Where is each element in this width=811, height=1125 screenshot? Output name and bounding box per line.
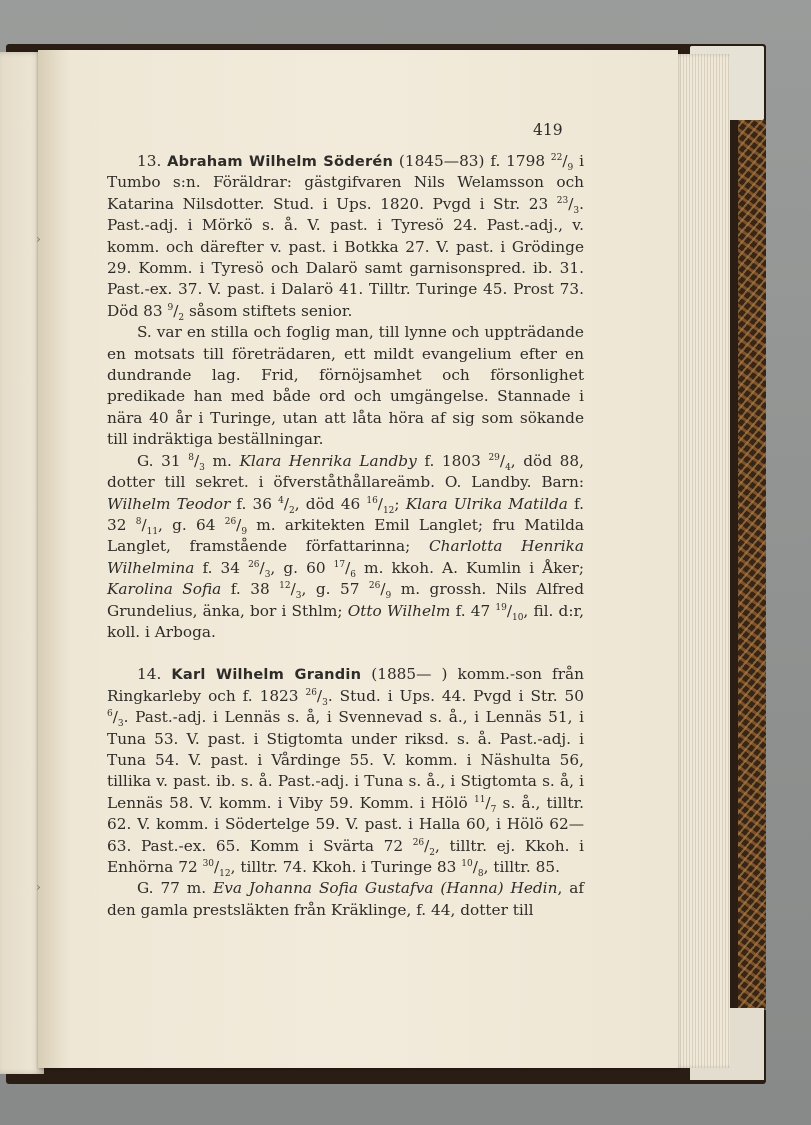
italic-name: Otto Wilhelm	[347, 601, 451, 620]
italic-name: Charlotta Henrika Wilhelmina	[107, 537, 584, 577]
page-number: 419	[533, 121, 563, 139]
entry-paragraph: 13. Abraham Wilhelm Söderén (1845—83) f. 1798 $^{22}/_9$ i Tumbo s:n. Föräldrar: gästgifvaren Nils Welamsson och Katarina Nilsdotter. Stud. i Ups. 1820. Pvgd i Str. 23 $^{23}/_3$. Past.-adj. i Mörkö s. å. V. past. i Tyresö 24. Past.-adj., v. komm. och därefter v. past. i Botkka 27. V. past. i Grödinge 29. Komm. i Tyresö och Dalarö samt garnisonspred. ib. 31. Past.-ex. 37. V. past. i Dalarö 41. Tilltr. Turinge 45. Prost 73. Död 83 $^9/_2$ såsom stiftets senior.	[107, 152, 584, 323]
page-stack-edges	[672, 54, 730, 1068]
date-fraction: $^4/_2$	[278, 494, 295, 516]
date-fraction: $^{10}/_8$	[461, 858, 484, 880]
entry-number: 13.	[137, 152, 168, 170]
margin-mark: ›	[36, 880, 41, 894]
italic-name: Klara Henrika Landby	[239, 451, 417, 470]
body-paragraph: G. 31 $^8/_3$ m. Klara Henrika Landby f. 1803 $^{29}/_4$, död 88, dotter till sekret. i öfverståthållareämb. O. Landby. Barn: Wilhelm Teodor f. 36 $^4/_2$, död 46 $^{16}/_{12}$; Klara Ulrika Matilda f. 32 $^8/_{11}$, g. 64 $^{26}/_9$ m. arkitekten Emil Langlet; fru Matilda Langlet, framstående författarinna; Charlotta Henrika Wilhelmina f. 34 $^{26}/_3$, g. 60 $^{17}/_6$ m. kkoh. A. Kumlin i Åker; Karolina Sofia f. 38 $^{12}/_3$, g. 57 $^{26}/_9$ m. grossh. Nils Alfred Grundelius, änka, bor i Sthlm; Otto Wilhelm f. 47 $^{19}/_{10}$, fil. d:r, koll. i Arboga.	[107, 451, 584, 641]
entry-name: Abraham Wilhelm Söderén	[167, 153, 394, 170]
date-fraction: $^8/_3$	[188, 451, 205, 473]
date-fraction: $^{26}/_9$	[224, 515, 248, 537]
date-fraction: $^{17}/_6$	[333, 558, 356, 580]
entry-paragraph: 14. Karl Wilhelm Grandin (1885— ) komm.-son från Ringkarleby och f. 1823 $^{26}/_3$. Stud. i Ups. 44. Pvgd i Str. 50 $^6/_3$. Past.-adj. i Lennäs s. å, i Svennevad s. å., i Lennäs 51, i Tuna 53. V. past. i Stigtomta under riksd. s. å. Past.-adj. i Tuna 54. V. past. i Vårdinge 55. V. komm. i Näshulta 56, tillika v. past. ib. s. å. Past.-adj. i Tuna s. å., i Stigtomta s. å, i Lennäs 58. V. komm. i Viby 59. Komm. i Hölö $^{11}/_7$ s. å., tilltr. 62. V. komm. i Södertelge 59. V. past. i Halla 60, i Hölö 62—63. Past.-ex. 65. Komm i Svärta 72 $^{26}/_2$, tilltr. ej. Kkoh. i Enhörna 72 $^{30}/_{12}$, tilltr. 74. Kkoh. i Turinge 83 $^{10}/_8$, tilltr. 85.	[107, 665, 584, 880]
date-fraction: $^{22}/_9$	[550, 152, 574, 174]
marbled-edge	[738, 120, 766, 1010]
date-fraction: $^{12}/_3$	[279, 580, 302, 602]
date-fraction: $^{26}/_3$	[248, 558, 271, 580]
date-fraction: $^{26}/_2$	[412, 836, 436, 858]
margin-mark: ›	[36, 232, 41, 246]
date-fraction: $^{29}/_4$	[488, 451, 511, 473]
body-paragraph: S. var en stilla och foglig man, till lynne och uppträdande en motsats till företrädaren, ett mildt evangelium efter en dundrande lag. Frid, förnöjsamhet och försonlighet predikade han med både ord och umgängelse. Stannade i nära 40 år i Turinge, utan att låta höra af sig som sökande till indräktiga beställningar.	[107, 323, 584, 449]
page-text	[107, 151, 584, 921]
body-paragraph: G. 77 m. Eva Johanna Sofia Gustafva (Hanna) Hedin, af den gamla prestsläkten från Kräklinge, f. 44, dotter till	[107, 879, 584, 919]
date-fraction: $^{30}/_{12}$	[202, 858, 231, 880]
date-fraction: $^{19}/_{10}$	[495, 601, 524, 623]
date-fraction: $^{23}/_3$	[556, 194, 580, 216]
date-fraction: $^{11}/_7$	[473, 793, 497, 815]
italic-name: Wilhelm Teodor	[107, 494, 231, 513]
date-fraction: $^{26}/_3$	[305, 686, 328, 708]
date-fraction: $^9/_2$	[167, 301, 185, 323]
date-fraction: $^6/_3$	[107, 708, 124, 730]
date-fraction: $^{16}/_{12}$	[366, 494, 395, 516]
date-fraction: $^{26}/_9$	[368, 580, 392, 602]
date-fraction: $^8/_{11}$	[135, 515, 159, 537]
italic-name: Eva Johanna Sofia Gustafva (Hanna) Hedin	[213, 879, 558, 898]
entry-number: 14.	[137, 665, 172, 684]
italic-name: Karolina Sofia	[107, 580, 222, 599]
entry-name: Karl Wilhelm Grandin	[171, 666, 362, 684]
italic-name: Klara Ulrika Matilda	[405, 494, 568, 513]
